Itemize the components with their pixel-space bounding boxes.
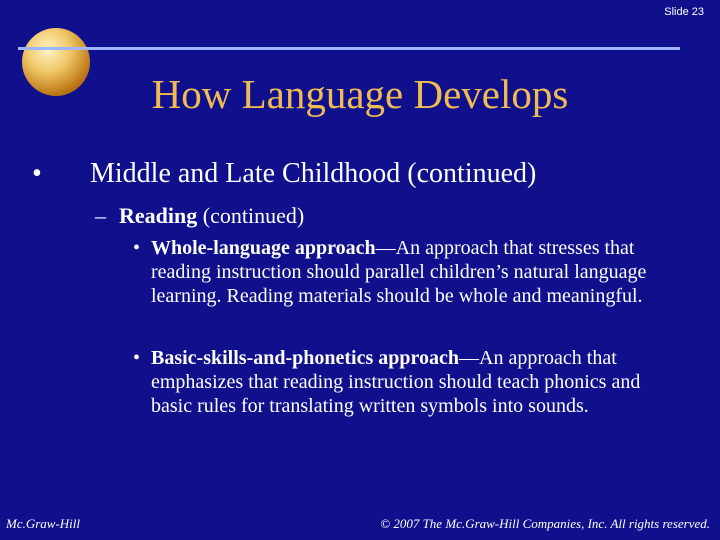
list-item — [133, 236, 673, 308]
item-definition: —An approach that emphasizes that reading instruction should teach phonics and basic rules for translating written symbols into sounds. — [151, 347, 641, 417]
bullet-level2-text — [119, 203, 304, 229]
bullet-level2-rest: (continued) — [197, 203, 305, 228]
item-definition: —An approach that stresses that reading instruction should parallel children’s natural language learning. Reading materials should be whole and meaningful. — [151, 237, 647, 307]
bullet-dot-icon: • — [32, 158, 42, 189]
bullet-level2-term: Reading — [119, 203, 198, 228]
slide-title: How Language Develops — [151, 71, 569, 117]
title-rule — [18, 47, 680, 50]
item-term: Whole-language approach — [151, 237, 376, 259]
dash-icon: – — [95, 203, 106, 228]
slide-number: Slide 23 — [664, 6, 704, 18]
bullet-dot-icon: • — [133, 237, 141, 259]
footer-publisher: Mc.Graw-Hill — [6, 516, 81, 531]
list-item — [133, 346, 673, 418]
footer-copyright: © 2007 The Mc.Graw-Hill Companies, Inc. All rights reserved. — [380, 516, 710, 531]
item-term: Basic-skills-and-phonetics approach — [151, 347, 460, 369]
bullet-dot-icon: • — [133, 347, 141, 369]
bullet-level1-text: Middle and Late Childhood (continued) — [90, 158, 537, 189]
